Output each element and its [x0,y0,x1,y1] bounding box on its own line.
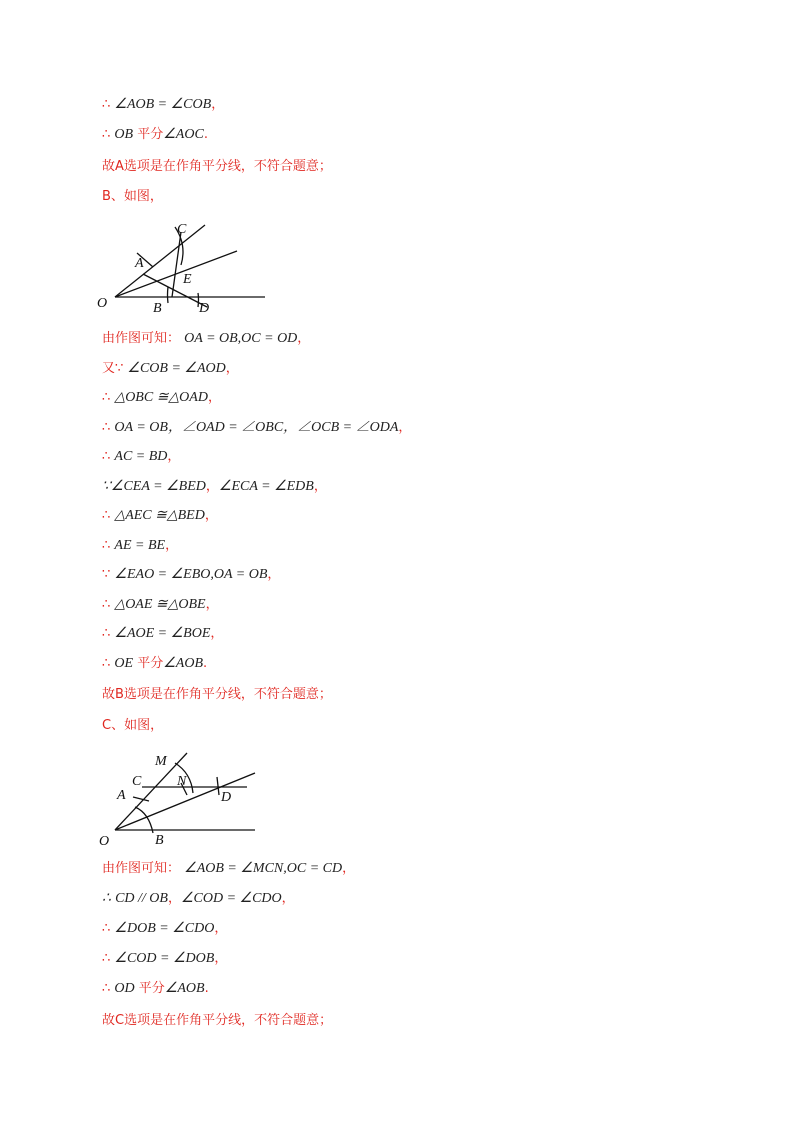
fig-c-label-m: M [155,754,167,769]
line-21: ∴ ∠DOB = ∠CDO， [102,921,228,936]
line-15: ∴ ∠AOE = ∠BOE， [102,626,224,641]
figure-b [95,215,275,315]
fig-b-label-d: D [199,301,210,315]
fig-b-label-e: E [183,272,192,287]
conclusion-c: 故C选项是在作角平分线，不符合题意； [102,1013,333,1028]
line-1: ∴ ∠AOB = ∠COB， [102,97,225,112]
line-16: ∴ OE 平分∠AOB. [102,656,208,671]
fig-c-label-c: C [132,774,142,789]
fig-c-label-b: B [155,833,164,848]
line-14: ∴ △OAE ≅△OBE， [102,597,219,612]
line-12: ∴ AE = BE， [102,538,179,553]
fig-b-label-o: O [97,296,108,311]
fig-b-label-c: C [177,222,187,237]
fig-c-label-o: O [99,834,110,849]
line-8: ∴ OA = OB，∠OAD = ∠OBC，∠OCB = ∠ODA， [102,420,412,435]
line-6: 又∵ ∠COB = ∠AOD， [102,361,239,376]
section-b-heading: B、如图， [102,189,163,204]
line-19: 由作图可知： ∠AOB = ∠MCN,OC = CD， [102,861,356,876]
fig-c-label-d: D [221,790,232,805]
figure-c [95,745,275,850]
line-20: ∴ CD // OB，∠COD = ∠CDO， [102,891,295,906]
line-10: ∵∠CEA = ∠BED，∠ECA = ∠EDB， [102,479,327,494]
line-23: ∴ OD 平分∠AOB. [102,981,209,996]
line-22: ∴ ∠COD = ∠DOB， [102,951,228,966]
conclusion-b: 故B选项是在作角平分线，不符合题意； [102,687,332,702]
fig-c-label-n: N [177,774,187,789]
line-7: ∴ △OBC ≅△OAD， [102,390,221,405]
line-13: ∵ ∠EAO = ∠EBO,OA = OB， [102,567,281,582]
line-11: ∴ △AEC ≅△BED， [102,508,218,523]
fig-c-label-a: A [117,788,126,803]
line-5: 由作图可知： OA = OB,OC = OD， [102,331,311,346]
conclusion-a: 故A选项是在作角平分线，不符合题意； [102,159,332,174]
fig-b-label-b: B [153,301,162,315]
line-2: ∴ OB 平分∠AOC. [102,127,208,142]
line-9: ∴ AC = BD， [102,449,181,464]
section-c-heading: C、如图， [102,718,164,733]
fig-b-label-a: A [135,256,144,271]
